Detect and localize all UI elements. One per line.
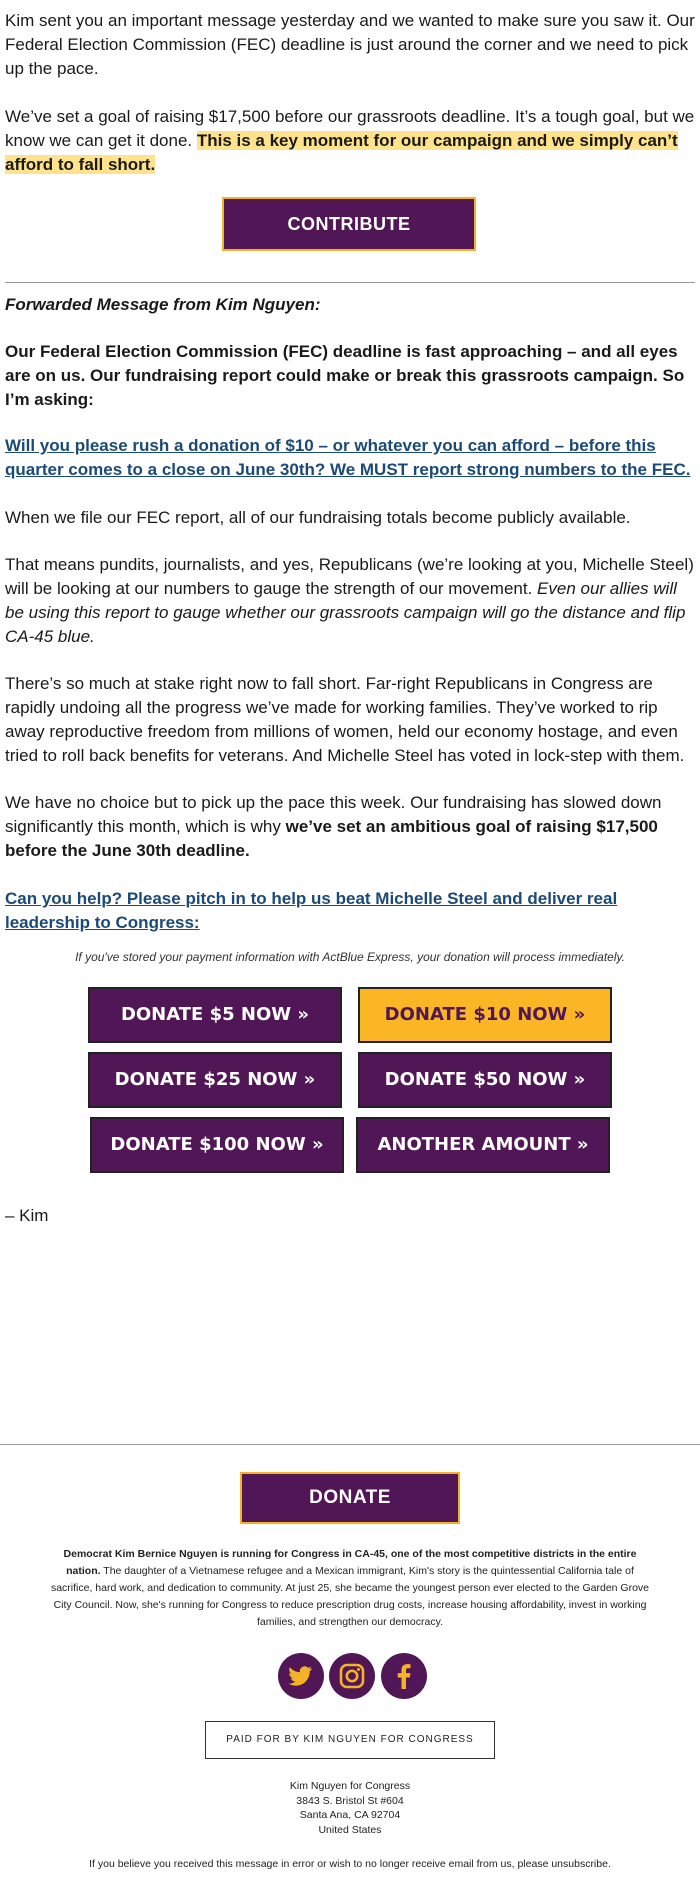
address-line: Santa Ana, CA 92704 (299, 1809, 401, 1821)
actblue-note: If you've stored your payment information with ActBlue Express, your donation will process immediately. (75, 950, 625, 964)
pundits-paragraph (5, 553, 695, 649)
instagram-icon[interactable] (329, 1653, 375, 1699)
donate-100-button[interactable]: DONATE $100 NOW » (90, 1117, 344, 1173)
forwarded-header: Forwarded Message from Kim Nguyen: (5, 295, 321, 314)
allies-italic-text: Even our allies will be using this report to gauge whether our grassroots campaign will go the distance and flip CA-45 blue. (5, 579, 686, 646)
address-line: 3843 S. Bristol St #604 (296, 1794, 404, 1807)
goal-paragraph (5, 791, 695, 863)
signoff: – Kim (5, 1206, 49, 1225)
footer-donate-button[interactable]: DONATE (240, 1472, 460, 1524)
address-line: Kim Nguyen for Congress (289, 1780, 411, 1792)
paid-for-box: PAID FOR BY KIM NGUYEN FOR CONGRESS (205, 1721, 495, 1759)
pundits-text: That means pundits, journalists, and yes, Republicans (we’re looking at you, Michelle Steel) will be looking at our numbers to gauge the strength of our movement. (5, 555, 694, 598)
donate-5-button[interactable]: DONATE $5 NOW » (88, 987, 342, 1043)
donate-25-button[interactable]: DONATE $25 NOW » (88, 1052, 342, 1108)
pitch-in-link[interactable]: Can you help? Please pitch in to help us beat Michelle Steel and deliver real leadership to Congress: (5, 889, 618, 932)
facebook-icon[interactable] (381, 1653, 427, 1699)
intro-goal-text: We’ve set a goal of raising $17,500 before our grassroots deadline. It’s a tough goal, but we know we can get it done. (5, 107, 695, 150)
twitter-icon[interactable] (278, 1653, 324, 1699)
stakes-paragraph: There’s so much at stake right now to fall short. Far-right Republicans in Congress are rapidly undoing all the progress we’ve made for working families. They’ve worked to rip away reproductive freedom from millions of women, held our economy hostage, and even tried to roll back benefits for veterans. And Michelle Steel has voted in lock-step with them. (5, 674, 685, 765)
intro-paragraph-1: Kim sent you an important message yesterday and we wanted to make sure you saw it. Our Federal Election Commission (FEC) deadline is just around the corner and we need to pick up the pace. (5, 11, 695, 78)
mailing-address (0, 1779, 700, 1837)
contribute-button[interactable]: CONTRIBUTE (222, 197, 476, 251)
footer-divider (0, 1444, 700, 1445)
goal-bold-text: we’ve set an ambitious goal of raising $17,500 before the June 30th deadline. (5, 817, 658, 860)
divider (5, 282, 695, 283)
forwarded-intro: Our Federal Election Commission (FEC) deadline is fast approaching – and all eyes are on us. Our fundraising report could make or break this grassroots campaign. So I’m asking: (5, 342, 685, 409)
intro-highlight-text: This is a key moment for our campaign and we simply can’t afford to fall short. (5, 131, 678, 174)
fec-report-paragraph: When we file our FEC report, all of our fundraising totals become publicly available. (5, 508, 631, 527)
goal-text: We have no choice but to pick up the pace this week. Our fundraising has slowed down significantly this month, which is why (5, 793, 662, 836)
unsubscribe-notice[interactable]: If you believe you received this message in error or wish to no longer receive email from us, please unsubscribe. (89, 1858, 611, 1870)
donate-50-button[interactable]: DONATE $50 NOW » (358, 1052, 612, 1108)
address-line: United States (318, 1823, 382, 1836)
donate-link-10[interactable]: Will you please rush a donation of $10 – or whatever you can afford – before this quarter comes to a close on June 30th? We MUST report strong numbers to the FEC. (5, 436, 691, 479)
donate-10-button[interactable]: DONATE $10 NOW » (358, 987, 612, 1043)
another-amount-button[interactable]: ANOTHER AMOUNT » (356, 1117, 610, 1173)
intro-paragraph-2 (5, 105, 695, 177)
candidate-bio (45, 1546, 655, 1631)
bio-bold: Democrat Kim Bernice Nguyen is running for Congress in CA-45, one of the most competitive districts in the entire nation. (63, 1548, 637, 1577)
bio-text: The daughter of a Vietnamese refugee and a Mexican immigrant, Kim's story is the quintessential California tale of sacrifice, hard work, and dedication to community. At just 25, she became the youngest person ever elected to the Garden Grove City Council. Now, she's running for Congress to reduce prescription drug costs, increase housing affordability, invest in working families, and strengthen our democracy. (50, 1565, 650, 1628)
